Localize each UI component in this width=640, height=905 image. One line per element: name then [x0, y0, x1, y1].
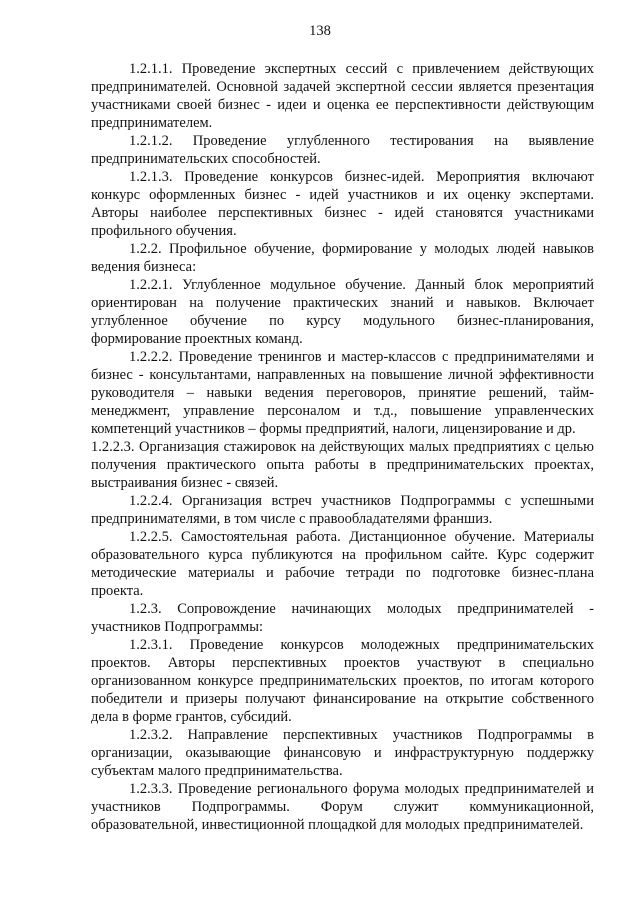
paragraph-1-2-3-2: 1.2.3.2. Направление перспективных участников Подпрограммы в организации, оказывающие финансовую и инфраструктурную поддержку субъектам малого предпринимательства.: [91, 727, 594, 779]
paragraph-1-2-2: 1.2.2. Профильное обучение, формирование у молодых людей навыков ведения бизнеса:: [91, 241, 594, 275]
paragraph-1-2-3-1: 1.2.3.1. Проведение конкурсов молодежных предпринимательских проектов. Авторы перспективных проектов участвуют в специально организованном конкурсе предпринимательских проектов, по итогам которого победители и призеры получают финансирование на открытие собственного дела в форме грантов, субсидий.: [91, 637, 594, 725]
paragraph-1-2-1-2: 1.2.1.2. Проведение углубленного тестирования на выявление предпринимательских способностей.: [91, 133, 594, 167]
document-body: [91, 60, 594, 834]
paragraph-1-2-3-3: 1.2.3.3. Проведение регионального форума молодых предпринимателей и участников Подпрограммы. Форум служит коммуникационной, образовательной, инвестиционной площадкой для молодых предпринимателей.: [91, 781, 594, 833]
paragraph-1-2-2-1: 1.2.2.1. Углубленное модульное обучение. Данный блок мероприятий ориентирован на получение практических знаний и навыков. Включает углубленное обучение по курсу модульного бизнес-планирования, формирование проектных команд.: [91, 277, 594, 347]
page-number: 138: [309, 23, 331, 39]
paragraph-1-2-1-1: 1.2.1.1. Проведение экспертных сессий с привлечением действующих предпринимателей. Основной задачей экспертной сессии является презентация участниками своей бизнес - идеи и оценка ее перспективности действующим предпринимателем.: [91, 61, 594, 131]
paragraph-1-2-2-4: 1.2.2.4. Организация встреч участников Подпрограммы с успешными предпринимателями, в том числе с правообладателями франшиз.: [91, 493, 594, 527]
paragraph-1-2-2-3: 1.2.2.3. Организация стажировок на действующих малых предприятиях с целью получения практического опыта работы в предпринимательских проектах, выстраивания бизнес - связей.: [91, 439, 594, 491]
paragraph-1-2-3: 1.2.3. Сопровождение начинающих молодых предпринимателей - участников Подпрограммы:: [91, 601, 594, 635]
paragraph-1-2-2-2: 1.2.2.2. Проведение тренингов и мастер-классов с предпринимателями и бизнес - консультантами, направленных на повышение личной эффективности руководителя – навыки ведения переговоров, принятие решений, тайм-менеджмент, управление персоналом и т.д., повышение управленческих компетенций участников – формы предприятий, налоги, лицензирование и др.: [91, 349, 594, 437]
paragraph-1-2-1-3: 1.2.1.3. Проведение конкурсов бизнес-идей. Мероприятия включают конкурс оформленных бизнес - идей участников и их оценку экспертами. Авторы наиболее перспективных бизнес - идей становятся участниками профильного обучения.: [91, 169, 594, 239]
paragraph-1-2-2-5: 1.2.2.5. Самостоятельная работа. Дистанционное обучение. Материалы образовательного курса публикуются на профильном сайте. Курс содержит методические материалы и рабочие тетради по подготовке бизнес-плана проекта.: [91, 529, 594, 599]
